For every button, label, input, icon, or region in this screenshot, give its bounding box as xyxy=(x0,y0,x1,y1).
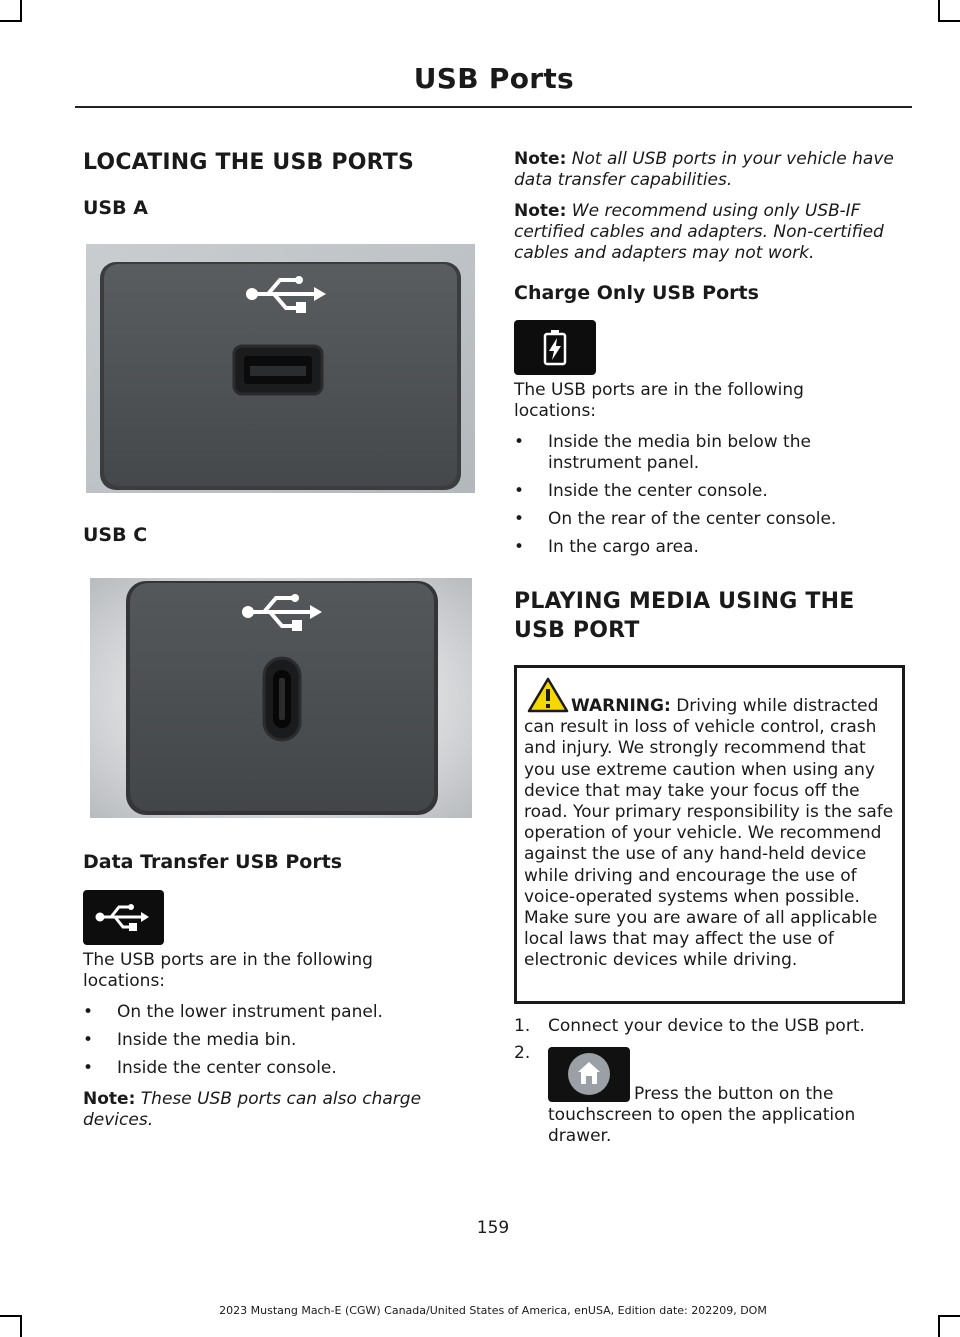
step-number: 2. xyxy=(514,1043,531,1063)
list-item xyxy=(83,1058,478,1080)
page-title: USB Ports xyxy=(413,62,574,95)
crop-mark xyxy=(938,0,940,22)
list-item-text: Inside the media bin below the instrument panel. xyxy=(548,432,811,473)
warning-text xyxy=(524,696,900,972)
warning-box xyxy=(514,665,905,1004)
list-item-text: On the rear of the center console. xyxy=(548,509,837,529)
list-item-text: Inside the center console. xyxy=(117,1058,337,1078)
step-number: 1. xyxy=(514,1016,531,1036)
list-item xyxy=(514,432,906,476)
crop-mark xyxy=(938,20,960,22)
list-item-text: On the lower instrument panel. xyxy=(117,1002,383,1022)
usb-c-port-image xyxy=(90,578,472,818)
list-item-text: Inside the center console. xyxy=(548,481,768,501)
crop-mark xyxy=(0,20,22,22)
crop-mark xyxy=(20,0,22,22)
page-number: 159 xyxy=(476,1218,510,1238)
paragraph-locations-intro: The USB ports are in the following locations: xyxy=(83,950,373,991)
bullet-dot: • xyxy=(514,432,525,452)
note-text: These USB ports can also charge devices. xyxy=(83,1089,422,1130)
bullet-dot: • xyxy=(514,509,525,529)
list-item-text: Inside the media bin. xyxy=(117,1030,297,1050)
subheading-usb-a: USB A xyxy=(83,197,148,219)
paragraph-locations-intro: The USB ports are in the following locations: xyxy=(514,380,804,421)
note-data-transfer xyxy=(514,149,909,191)
bullet-dot: • xyxy=(83,1030,94,1050)
list-item xyxy=(83,1030,478,1052)
bullet-dot: • xyxy=(83,1058,94,1078)
step-text: Press the button on the touchscreen to open the application drawer. xyxy=(548,1084,856,1146)
note-certified-cables xyxy=(514,201,909,264)
section-heading-locating: LOCATING THE USB PORTS xyxy=(83,150,414,175)
list-item xyxy=(514,509,906,531)
subheading-charge-only: Charge Only USB Ports xyxy=(514,282,759,304)
list-item-text: In the cargo area. xyxy=(548,537,699,557)
subheading-data-transfer: Data Transfer USB Ports xyxy=(83,851,343,873)
warning-body: Driving while distracted can result in loss of vehicle control, crash and injury. We strongly recommend that you use extreme caution when using any device that may take your focus off the road. Your primary responsibility is the safe operation of your vehicle. We recommend against the use of any hand-held device while driving and encourage the use of voice-operated systems when possible. Make sure you are aware of all applicable local laws that may affect the use of electronic devices while driving. xyxy=(524,696,894,971)
battery-charge-icon xyxy=(514,320,596,375)
note-label: Note: xyxy=(514,201,567,221)
step-item xyxy=(514,1016,906,1038)
crop-mark xyxy=(938,1315,940,1337)
note-label: Note: xyxy=(514,149,567,169)
note-label: Note: xyxy=(83,1089,136,1109)
section-heading-playing-media: PLAYING MEDIA USING THE xyxy=(514,589,855,614)
edition-line: 2023 Mustang Mach-E (CGW) Canada/United States of America, enUSA, Edition date: 202209, DOM xyxy=(219,1304,767,1317)
note-text: We recommend using only USB-IF certified cables and adapters. Non-certified cables and adapters may not work. xyxy=(514,201,884,263)
subheading-usb-c: USB C xyxy=(83,524,148,546)
bullet-dot: • xyxy=(514,481,525,501)
step-text: Connect your device to the USB port. xyxy=(548,1016,865,1036)
note-text: Not all USB ports in your vehicle have data transfer capabilities. xyxy=(514,149,894,190)
warning-label: WARNING: xyxy=(571,696,671,716)
header-rule xyxy=(75,106,912,108)
usb-data-icon xyxy=(83,890,164,945)
note-charge xyxy=(83,1089,468,1131)
list-item xyxy=(83,1002,478,1024)
bullet-dot: • xyxy=(514,537,525,557)
list-item xyxy=(514,537,906,559)
section-heading-playing-media-line2: USB PORT xyxy=(514,618,640,643)
crop-mark xyxy=(20,1315,22,1337)
usb-a-port-image xyxy=(86,244,475,493)
list-item xyxy=(514,481,906,503)
bullet-dot: • xyxy=(83,1002,94,1022)
